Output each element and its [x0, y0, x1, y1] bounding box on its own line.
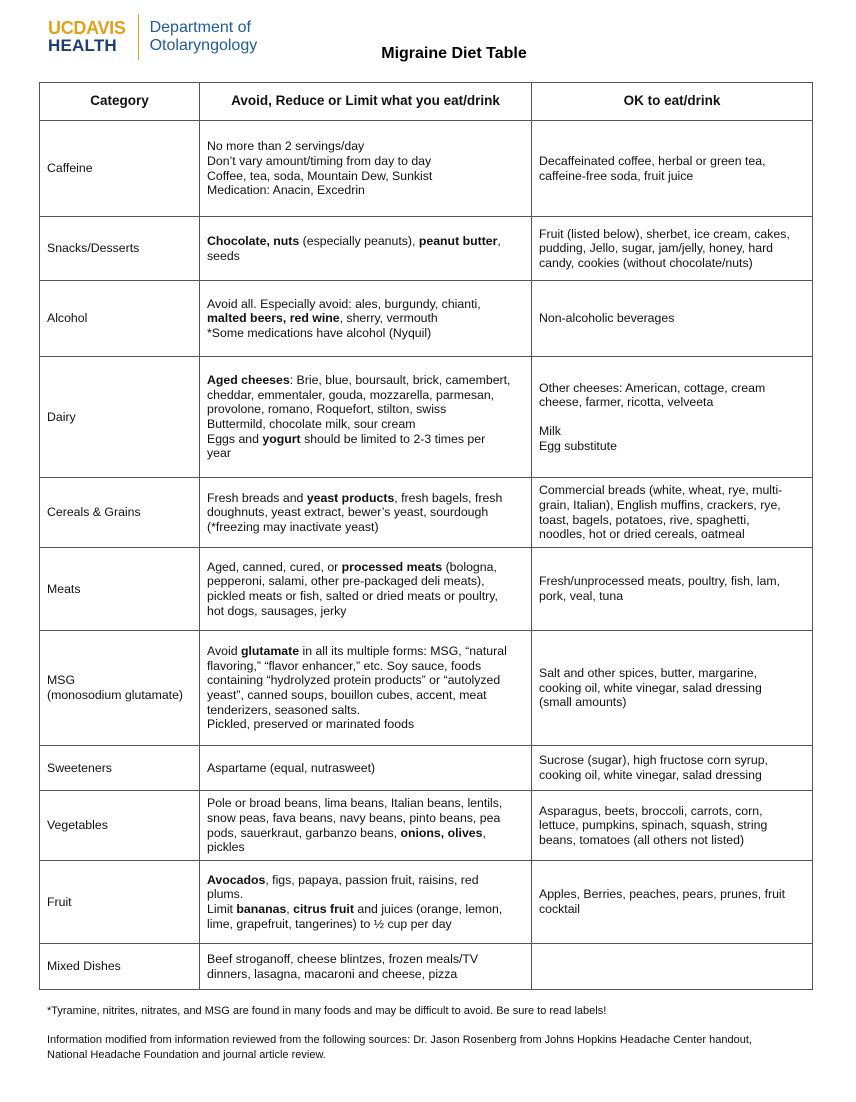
ok-cell	[532, 631, 813, 746]
avoid-cell	[200, 631, 532, 746]
page-title: Migraine Diet Table	[381, 45, 527, 62]
ok-line	[539, 666, 805, 681]
avoid-line	[207, 688, 524, 703]
migraine-diet-table	[39, 82, 813, 990]
avoid-cell	[200, 548, 532, 631]
ok-line	[539, 589, 805, 604]
text-segment: flavoring,” “flavor enhancer,” etc. Soy sauce, foods	[207, 658, 482, 673]
text-segment: Aspartame (equal, nutrasweet)	[207, 760, 376, 775]
avoid-line	[207, 446, 524, 461]
avoid-line	[207, 491, 524, 506]
table-row	[40, 861, 813, 944]
text-segment: , figs, papaya, passion fruit, raisins, red	[265, 872, 479, 887]
avoid-line	[207, 139, 524, 154]
text-segment: toast, bagels, potatoes, rive, spaghetti,	[539, 512, 750, 527]
avoid-line	[207, 326, 524, 341]
text-segment: Non-alcoholic beverages	[539, 311, 675, 326]
avoid-line	[207, 796, 524, 811]
text-segment: pickles	[207, 840, 245, 855]
avoid-cell	[200, 281, 532, 357]
ok-line	[539, 241, 805, 256]
text-segment: Fresh/unprocessed meats, poultry, fish, lam,	[539, 574, 781, 589]
text-segment: Other cheeses: American, cottage, cream	[539, 380, 766, 395]
ok-line	[539, 902, 805, 917]
ok-line	[539, 424, 805, 439]
text-segment: (especially peanuts),	[299, 233, 419, 248]
table-row	[40, 631, 813, 746]
avoid-line	[207, 373, 524, 388]
emphasized-text: onions, olives	[400, 825, 483, 840]
ok-cell	[532, 281, 813, 357]
avoid-line	[207, 826, 524, 841]
ok-line	[539, 753, 805, 768]
avoid-line	[207, 644, 524, 659]
ok-line	[539, 574, 805, 589]
avoid-line	[207, 417, 524, 432]
avoid-line	[207, 887, 524, 902]
text-segment: pickled meats or fish, salted or dried meats or poultry,	[207, 589, 498, 603]
category-cell	[40, 357, 200, 478]
emphasized-text: Avocados	[207, 872, 266, 887]
text-segment: cooking oil, white vinegar, salad dressing	[539, 680, 762, 695]
avoid-line	[207, 234, 524, 249]
text-segment: plums.	[207, 887, 244, 902]
text-segment: Sucrose (sugar), high fructose corn syrup,	[539, 753, 768, 768]
ok-line	[539, 695, 805, 710]
table-row	[40, 217, 813, 281]
avoid-cell	[200, 944, 532, 990]
avoid-line	[207, 952, 524, 967]
text-segment: , sherry, vermouth	[339, 311, 438, 326]
avoid-line	[207, 505, 524, 520]
text-segment: lettuce, pumpkins, spinach, squash, string	[539, 818, 768, 833]
ok-line	[539, 395, 805, 410]
avoid-cell	[200, 217, 532, 281]
text-segment: (*freezing may inactivate yeast)	[207, 519, 379, 534]
ok-cell	[532, 746, 813, 791]
avoid-line	[207, 388, 524, 403]
table-row	[40, 944, 813, 990]
avoid-cell	[200, 478, 532, 548]
logo-uc-text: UC	[48, 18, 74, 38]
text-segment: Pole or broad beans, lima beans, Italian beans, lentils,	[207, 796, 503, 811]
ok-line	[539, 513, 805, 528]
sources-note	[47, 1033, 807, 1063]
avoid-line	[207, 169, 524, 184]
avoid-line	[207, 761, 524, 776]
ok-cell	[532, 478, 813, 548]
ok-line	[539, 311, 805, 326]
category-cell	[40, 631, 200, 746]
category-cell	[40, 217, 200, 281]
ok-cell	[532, 791, 813, 861]
text-segment: ,	[286, 902, 294, 916]
category-label: Snacks/Desserts	[47, 241, 140, 256]
text-segment: : Brie, blue, boursault, brick, camembert,	[289, 373, 511, 388]
footnote: *Tyramine, nitrites, nitrates, and MSG are found in many foods and may be difficult to avoid. Be sure to read labels!	[47, 1005, 607, 1017]
ok-cell	[532, 357, 813, 478]
ok-line	[539, 381, 805, 396]
emphasized-text: Aged cheeses	[207, 373, 290, 388]
ok-line	[539, 887, 805, 902]
table-row	[40, 281, 813, 357]
text-segment: Don’t vary amount/timing from day to day	[207, 153, 432, 168]
ok-line	[539, 818, 805, 833]
text-segment: candy, cookies (without chocolate/nuts)	[539, 255, 753, 270]
emphasized-text: glutamate	[240, 644, 300, 659]
text-segment: Commercial breads (white, wheat, rye, multi-	[539, 483, 783, 498]
emphasized-text: bananas	[236, 902, 287, 916]
avoid-line	[207, 703, 524, 718]
category-label: MSG	[47, 673, 76, 688]
header-ok: OK to eat/drink	[532, 83, 813, 121]
text-segment: pepperoni, salami, other pre-packaged deli meats),	[207, 574, 485, 589]
avoid-line	[207, 967, 524, 982]
ok-cell	[532, 944, 813, 990]
text-segment: Fresh breads and	[207, 490, 307, 505]
text-segment: Limit	[207, 902, 237, 916]
department-line-2: Otolaryngology	[149, 37, 258, 54]
avoid-line	[207, 717, 524, 732]
text-segment: hot dogs, sausages, jerky	[207, 603, 347, 618]
text-segment: yeast”, canned soups, bouillon cubes, accent, meat	[207, 688, 487, 702]
text-segment: snow peas, fava beans, navy beans, pinto beans, pea	[207, 810, 501, 825]
text-segment: noodles, hot or dried cereals, oatmeal	[539, 527, 745, 542]
emphasized-text: Chocolate, nuts	[207, 233, 300, 248]
text-segment: Fruit (listed below), sherbet, ice cream, cakes,	[539, 226, 790, 241]
text-segment: Eggs and	[207, 431, 263, 446]
text-segment: year	[207, 446, 231, 461]
text-segment: containing “hydrolyzed protein products” or “autolyzed	[207, 673, 501, 688]
category-cell	[40, 861, 200, 944]
text-segment: Avoid all. Especially avoid: ales, burgundy, chianti,	[207, 296, 481, 311]
text-segment: Medication: Anacin, Excedrin	[207, 183, 365, 198]
sources-line: National Headache Foundation and journal article review.	[47, 1049, 326, 1061]
text-segment: dinners, lasagna, macaroni and cheese, pizza	[207, 966, 458, 981]
category-cell	[40, 548, 200, 631]
category-cell	[40, 746, 200, 791]
avoid-line	[207, 673, 524, 688]
text-segment: Asparagus, beets, broccoli, carrots, corn,	[539, 803, 763, 818]
emphasized-text: peanut butter	[418, 233, 498, 248]
avoid-line	[207, 402, 524, 417]
text-segment: Milk	[539, 424, 561, 439]
text-segment: Pickled, preserved or marinated foods	[207, 717, 415, 732]
avoid-cell	[200, 746, 532, 791]
ok-cell	[532, 121, 813, 217]
category-label: Alcohol	[47, 311, 88, 326]
ok-cell	[532, 217, 813, 281]
avoid-line	[207, 154, 524, 169]
text-segment: No more than 2 servings/day	[207, 139, 365, 154]
table-body	[40, 121, 813, 990]
text-segment: Aged, canned, cured, or	[207, 559, 342, 574]
table-row	[40, 746, 813, 791]
header-category: Category	[40, 83, 200, 121]
department-line-1: Department of	[149, 19, 251, 36]
emphasized-text: malted beers, red wine	[207, 311, 340, 326]
avoid-line	[207, 917, 524, 932]
text-segment: cocktail	[539, 902, 581, 916]
text-segment: cheddar, emmentaler, gouda, mozzarella, parmesan,	[207, 387, 495, 402]
text-segment: in all its multiple forms: MSG, “natural	[299, 644, 507, 659]
logo-davis-text: DAVIS	[73, 18, 126, 38]
ok-line	[539, 527, 805, 542]
text-segment: Beef stroganoff, cheese blintzes, frozen meals/TV	[207, 951, 479, 966]
category-label: Caffeine	[47, 161, 93, 176]
table-row	[40, 548, 813, 631]
avoid-line	[207, 560, 524, 575]
text-segment: Apples, Berries, peaches, pears, prunes, fruit	[539, 887, 786, 902]
avoid-cell	[200, 121, 532, 217]
text-segment: (small amounts)	[539, 695, 627, 710]
category-cell	[40, 281, 200, 357]
ok-cell	[532, 548, 813, 631]
category-label: Vegetables	[47, 818, 108, 833]
text-segment: pods, sauerkraut, garbanzo beans,	[207, 825, 401, 840]
category-label: Mixed Dishes	[47, 959, 121, 974]
avoid-line	[207, 297, 524, 312]
emphasized-text: yeast products	[306, 490, 395, 505]
avoid-cell	[200, 861, 532, 944]
ok-line	[539, 498, 805, 513]
avoid-line	[207, 311, 524, 326]
text-segment: seeds	[207, 248, 240, 263]
text-segment: grain, Italian), English muffins, crackers, rye,	[539, 497, 781, 512]
category-label: Fruit	[47, 894, 72, 909]
category-label: Dairy	[47, 409, 76, 424]
category-label: Cereals & Grains	[47, 505, 141, 520]
text-segment: lime, grapefruit, tangerines) to ½ cup per day	[207, 916, 452, 931]
table-row	[40, 478, 813, 548]
category-cell	[40, 791, 200, 861]
header-avoid: Avoid, Reduce or Limit what you eat/drink	[200, 83, 532, 121]
text-segment: Salt and other spices, butter, margarine,	[539, 666, 758, 681]
text-segment: cooking oil, white vinegar, salad dressing	[539, 768, 762, 782]
text-segment: Egg substitute	[539, 438, 617, 453]
text-segment: pudding, Jello, sugar, jam/jelly, honey, hard	[539, 241, 774, 256]
category-cell	[40, 944, 200, 990]
table-header-row	[40, 83, 813, 121]
ok-line	[539, 768, 805, 783]
ok-line	[539, 833, 805, 848]
text-segment: Coffee, tea, soda, Mountain Dew, Sunkist	[207, 168, 433, 183]
logo-health-text: HEALTH	[48, 36, 117, 55]
ok-line	[539, 256, 805, 271]
emphasized-text: yogurt	[262, 431, 301, 446]
category-label: Sweeteners	[47, 760, 112, 775]
avoid-line	[207, 659, 524, 674]
text-segment: tenderizers, seasoned salts.	[207, 702, 361, 717]
sources-line: Information modified from information reviewed from the following sources: Dr. Jason Rosenberg from Johns Hopkins Headache Center handout,	[47, 1034, 752, 1046]
avoid-line	[207, 432, 524, 447]
table-row	[40, 791, 813, 861]
avoid-line	[207, 249, 524, 264]
text-segment: provolone, romano, Roquefort, stilton, swiss	[207, 402, 447, 417]
emphasized-text: processed meats	[341, 559, 443, 574]
logo-uc-davis	[48, 20, 126, 37]
avoid-cell	[200, 357, 532, 478]
emphasized-text: citrus fruit	[293, 902, 354, 916]
text-segment: ,	[482, 825, 486, 840]
text-segment: Buttermild, chocolate milk, sour cream	[207, 417, 416, 431]
avoid-line	[207, 902, 524, 917]
avoid-line	[207, 183, 524, 198]
text-segment: pork, veal, tuna	[539, 589, 624, 603]
avoid-line	[207, 589, 524, 604]
text-segment: should be limited to 2-3 times per	[300, 431, 486, 446]
text-segment: Decaffeinated coffee, herbal or green tea,	[539, 153, 766, 168]
blank-line	[539, 410, 805, 425]
text-segment: and juices (orange, lemon,	[353, 902, 503, 916]
avoid-line	[207, 520, 524, 535]
category-cell	[40, 121, 200, 217]
text-segment: (bologna,	[442, 559, 497, 574]
category-label: Meats	[47, 581, 81, 596]
avoid-line	[207, 873, 524, 888]
avoid-line	[207, 811, 524, 826]
text-segment: Avoid	[207, 644, 241, 659]
text-segment: caffeine-free soda, fruit juice	[539, 168, 694, 183]
table-row	[40, 121, 813, 217]
avoid-line	[207, 604, 524, 619]
text-segment: ,	[497, 233, 501, 248]
table-row	[40, 357, 813, 478]
ok-line	[539, 154, 805, 169]
category-cell	[40, 478, 200, 548]
ok-line	[539, 483, 805, 498]
avoid-line	[207, 840, 524, 855]
text-segment: , fresh bagels, fresh	[394, 490, 503, 505]
ok-line	[539, 439, 805, 454]
text-segment: *Some medications have alcohol (Nyquil)	[207, 325, 432, 340]
avoid-cell	[200, 791, 532, 861]
ok-line	[539, 804, 805, 819]
avoid-line	[207, 574, 524, 589]
ok-cell	[532, 861, 813, 944]
text-segment: beans, tomatoes (all others not listed)	[539, 832, 745, 847]
ok-line	[539, 681, 805, 696]
category-label: (monosodium glutamate)	[47, 688, 184, 702]
ok-line	[539, 227, 805, 242]
ok-line	[539, 169, 805, 184]
text-segment: doughnuts, yeast extract, bewer’s yeast, sourdough	[207, 505, 489, 520]
text-segment: cheese, farmer, ricotta, velveeta	[539, 395, 714, 410]
